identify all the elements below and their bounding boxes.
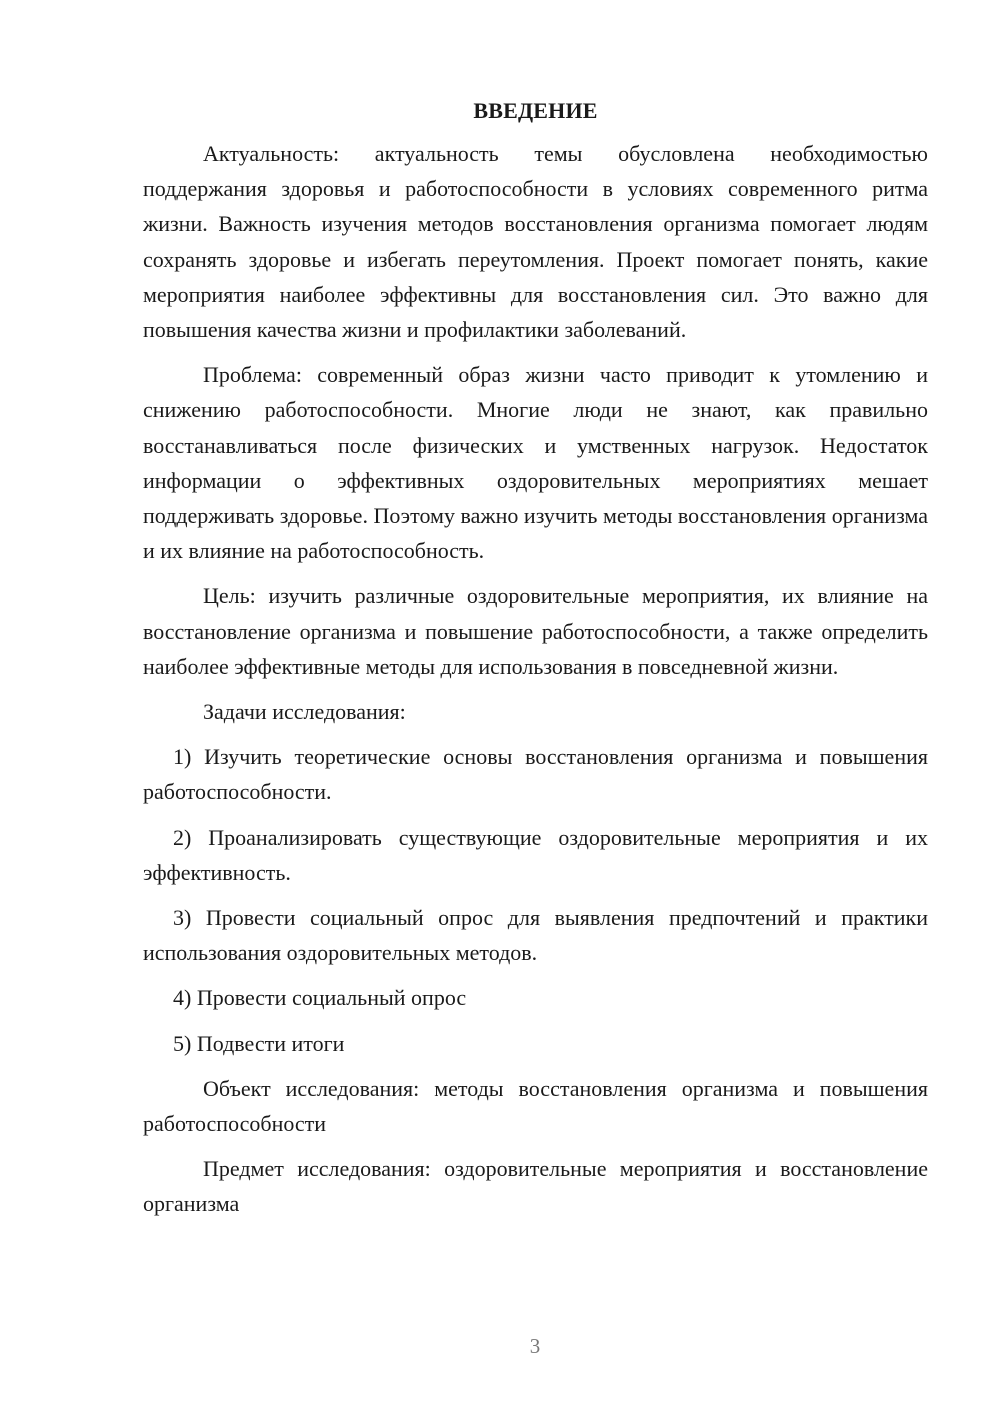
- task-item: 4) Провести социальный опрос: [173, 985, 467, 1011]
- task-item: 2) Проанализировать существующие оздоровительные мероприятия и их эффективность.: [143, 824, 928, 885]
- tasks-heading: Задачи исследования:: [203, 699, 406, 725]
- subject-paragraph: Предмет исследования: оздоровительные мероприятия и восстановление организма: [143, 1156, 928, 1217]
- section-title: ВВЕДЕНИЕ: [473, 98, 598, 123]
- problem-paragraph: Проблема: современный образ жизни часто приводит к утомлению и снижению работоспособности. Многие люди не знают, как правильно восстанавливаться после физических и умственных нагрузок. Недостаток информации о эффективных оздоровительных мероприятиях мешает поддерживать здоровье. Поэтому важно изучить методы восстановления организма и их влияние на работоспособность.: [143, 362, 928, 564]
- task-item: 5) Подвести итоги: [173, 1030, 345, 1056]
- task-item: 3) Провести социальный опрос для выявления предпочтений и практики использования оздоровительных методов.: [143, 905, 928, 966]
- relevance-paragraph: Актуальность: актуальность темы обусловлена необходимостью поддержания здоровья и работоспособности в условиях современного ритма жизни. Важность изучения методов восстановления организма помогает людям сохранять здоровье и избегать переутомления. Проект помогает понять, какие мероприятия наиболее эффективны для восстановления сил. Это важно для повышения качества жизни и профилактики заболеваний.: [143, 141, 928, 343]
- page-number: 3: [529, 1334, 541, 1358]
- goal-paragraph: Цель: изучить различные оздоровительные мероприятия, их влияние на восстановление организма и повышение работоспособности, а также определить наиболее эффективные методы для использования в повседневной жизни.: [143, 583, 928, 679]
- task-item: 1) Изучить теоретические основы восстановления организма и повышения работоспособности.: [143, 744, 928, 805]
- object-paragraph: Объект исследования: методы восстановления организма и повышения работоспособности: [143, 1075, 928, 1137]
- page-content: [143, 96, 928, 1232]
